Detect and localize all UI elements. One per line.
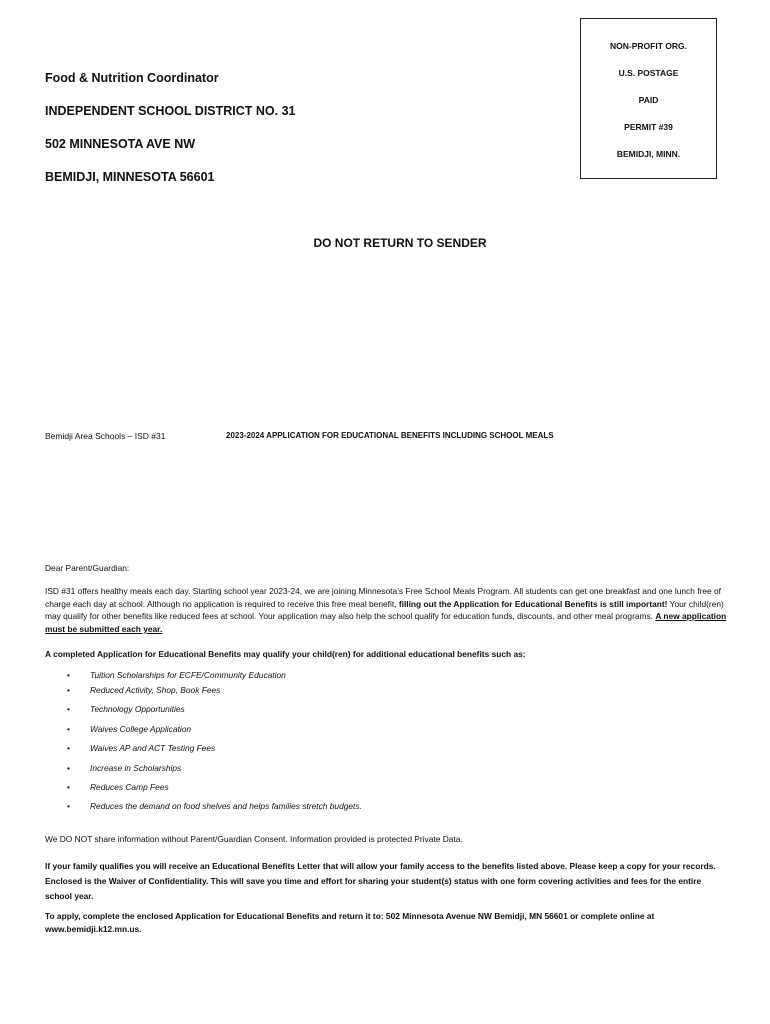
list-item [45,723,362,742]
privacy-statement: We DO NOT share information without Parent/Guardian Consent. Information provided is protected Private Data. [45,834,463,844]
sender-line-street: 502 MINNESOTA AVE NW [45,137,196,151]
bullet-icon: • [67,801,70,812]
list-item [45,684,362,703]
postage-line-org: NON-PROFIT ORG. [610,41,687,51]
application-title: 2023-2024 APPLICATION FOR EDUCATIONAL BENEFITS INCLUDING SCHOOL MEALS [226,431,554,440]
benefit-text: Reduces the demand on food shelves and helps families stretch budgets. [90,801,362,812]
benefit-text: Tuition Scholarships for ECFE/Community Education [90,670,286,680]
list-item [45,742,362,761]
list-item [45,800,362,819]
sender-address [45,70,296,202]
bullet-icon: • [67,704,70,715]
postage-indicia-box [580,18,717,179]
benefit-text: Technology Opportunities [90,704,185,715]
bullet-icon: • [67,781,70,792]
intro-text-2: Your child(ren) may qualify for other benefits like reduced fees at school. Your application may also help the school qualify for education funds, discounts, and other meal programs. [45,598,724,622]
benefits-heading: A completed Application for Educational Benefits may qualify your child(ren) for additional educational benefits such as: [45,649,526,659]
benefits-letter-paragraph: If your family qualifies you will receive an Educational Benefits Letter that will allow your family access to the benefits listed above. Please keep a copy for your records. Enclosed is the Waiver of Confidentiality. This will save you time and effort for sharing your student(s) status with one form covering activities and fees for the entire school year. [45,861,716,901]
benefit-text: Reduced Activity, Shop, Book Fees [90,685,221,695]
apply-instructions: To apply, complete the enclosed Application for Educational Benefits and return it to: 502 Minnesota Avenue NW Bemidji, MN 56601 or complete online at www.bemidji.k12.mn.us. [45,911,655,934]
do-not-return-notice: DO NOT RETURN TO SENDER [313,236,487,250]
postage-line-paid: PAID [638,95,659,105]
greeting: Dear Parent/Guardian: [45,563,130,573]
list-item [45,669,362,684]
intro-text-1: ISD #31 offers healthy meals each day. Starting school year 2023-24, we are joining Minnesota’s Free School Meals Program. All students can get one breakfast and one lunch free of charge each day at school. Although no application is required to receive this free meal benefit, [45,586,721,609]
postage-line-city: BEMIDJI, MINN. [616,149,681,159]
bullet-icon: • [67,743,70,754]
benefit-text: Reduces Camp Fees [90,781,169,792]
benefits-list [45,669,362,820]
intro-paragraph [45,585,727,635]
sender-line-city: BEMIDJI, MINNESOTA 56601 [45,170,215,184]
bullet-icon: • [67,670,70,680]
sender-line-title: Food & Nutrition Coordinator [45,71,219,85]
bullet-icon: • [67,762,70,773]
benefit-text: Waives AP and ACT Testing Fees [90,743,216,754]
list-item [45,703,362,722]
list-item [45,762,362,781]
district-label: Bemidji Area Schools – ISD #31 [45,431,166,441]
benefit-text: Waives College Application [90,723,192,734]
postage-line-permit: PERMIT #39 [624,122,673,132]
sender-line-district: INDEPENDENT SCHOOL DISTRICT NO. 31 [45,104,296,118]
bullet-icon: • [67,723,70,734]
benefit-text: Increase in Scholarships [90,762,182,773]
list-item [45,781,362,800]
postage-line-postage: U.S. POSTAGE [618,68,679,78]
bullet-icon: • [67,685,70,695]
intro-emphasis: filling out the Application for Educational Benefits is still important! [398,598,668,609]
new-application-notice: A new application must be submitted each year. [45,611,727,634]
